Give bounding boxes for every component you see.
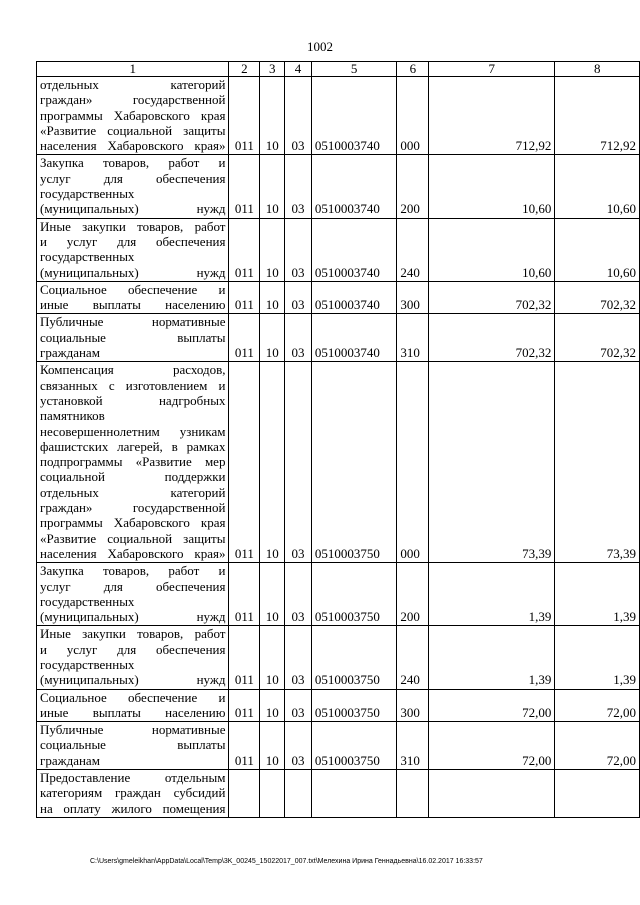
subsection-code-cell: 03	[285, 281, 312, 314]
expense-name-line: памятников	[40, 408, 105, 424]
expense-name-cell	[37, 314, 229, 362]
expense-type-cell: 200	[397, 155, 429, 218]
amount-cell: 10,60	[555, 218, 640, 281]
expense-name-line: Публичные нормативные	[40, 722, 226, 738]
expense-name-line: Закупка товаров, работ и	[40, 155, 226, 171]
expense-name-line: государственных	[40, 186, 135, 202]
section-code-cell: 10	[260, 722, 285, 770]
expense-type-cell: 240	[397, 626, 429, 689]
amount-cell	[429, 770, 555, 818]
target-article-cell: 0510003750	[311, 362, 397, 563]
subsection-code-cell: 03	[285, 626, 312, 689]
table-row	[37, 563, 640, 626]
amount-cell: 702,32	[555, 281, 640, 314]
section-code-cell: 10	[260, 689, 285, 722]
expense-name-cell	[37, 281, 229, 314]
expense-type-cell: 300	[397, 281, 429, 314]
expense-name-cell	[37, 689, 229, 722]
amount-cell	[555, 770, 640, 818]
expense-name-cell	[37, 218, 229, 281]
ministry-code-cell: 011	[229, 362, 260, 563]
expense-name-line: несовершеннолетним узникам	[40, 423, 226, 439]
header-cell: 4	[285, 62, 312, 77]
expense-name-cell	[37, 563, 229, 626]
expense-name-line: услуг для обеспечения	[40, 578, 226, 594]
section-code-cell: 10	[260, 77, 285, 155]
expense-name-line: «Развитие социальной защиты	[40, 530, 226, 546]
expense-name-line: (муниципальных) нужд	[40, 672, 226, 688]
expense-name-line: граждан» государственной	[40, 500, 226, 516]
page-number: 1002	[307, 39, 333, 54]
target-article-cell: 0510003740	[311, 218, 397, 281]
amount-cell: 1,39	[429, 626, 555, 689]
header-row	[37, 62, 640, 77]
amount-cell: 702,32	[429, 281, 555, 314]
expense-name-line: отдельных категорий	[40, 77, 226, 92]
expense-name-line: и услуг для обеспечения	[40, 233, 226, 249]
expense-name-line: установкой надгробных	[40, 392, 226, 408]
expense-name-line: социальной поддержки	[40, 469, 226, 485]
amount-cell: 702,32	[555, 314, 640, 362]
section-code-cell: 10	[260, 563, 285, 626]
expense-name-cell	[37, 77, 229, 155]
table-row	[37, 155, 640, 218]
section-code-cell: 10	[260, 314, 285, 362]
amount-cell: 702,32	[429, 314, 555, 362]
expense-name-line: гражданам	[40, 752, 100, 768]
target-article-cell: 0510003750	[311, 689, 397, 722]
expense-name-cell	[37, 722, 229, 770]
amount-cell: 712,92	[555, 77, 640, 155]
amount-cell: 10,60	[429, 155, 555, 218]
amount-cell: 712,92	[429, 77, 555, 155]
target-article-cell	[311, 770, 397, 818]
section-code-cell: 10	[260, 362, 285, 563]
expense-name-line: иные выплаты населению	[40, 297, 226, 313]
subsection-code-cell: 03	[285, 563, 312, 626]
expense-name-line: категориям граждан субсидий	[40, 785, 226, 801]
expense-type-cell: 240	[397, 218, 429, 281]
expense-name-line: Предоставление отдельным	[40, 770, 226, 786]
expense-type-cell: 300	[397, 689, 429, 722]
expense-name-cell	[37, 770, 229, 818]
subsection-code-cell: 03	[285, 155, 312, 218]
subsection-code-cell: 03	[285, 218, 312, 281]
header-cell: 3	[260, 62, 285, 77]
ministry-code-cell: 011	[229, 563, 260, 626]
amount-cell: 10,60	[555, 155, 640, 218]
expense-name-line: населения Хабаровского края»	[40, 545, 226, 561]
table-row	[37, 218, 640, 281]
expense-type-cell: 000	[397, 77, 429, 155]
amount-cell: 73,39	[555, 362, 640, 563]
expense-type-cell: 310	[397, 314, 429, 362]
expense-name-line: «Развитие социальной защиты	[40, 122, 226, 138]
table-row	[37, 281, 640, 314]
expense-name-line: и услуг для обеспечения	[40, 641, 226, 657]
ministry-code-cell: 011	[229, 722, 260, 770]
expense-name-line: фашистских лагерей, в рамках	[40, 438, 226, 454]
expense-name-line: Закупка товаров, работ и	[40, 563, 226, 579]
subsection-code-cell: 03	[285, 77, 312, 155]
expense-name-line: Социальное обеспечение и	[40, 281, 226, 297]
table-row	[37, 689, 640, 722]
subsection-code-cell: 03	[285, 362, 312, 563]
amount-cell: 1,39	[555, 563, 640, 626]
table-row	[37, 722, 640, 770]
header-cell: 8	[555, 62, 640, 77]
expense-name-line: государственных	[40, 249, 135, 265]
table-row	[37, 362, 640, 563]
ministry-code-cell: 011	[229, 218, 260, 281]
expense-name-line: государственных	[40, 593, 135, 609]
header-cell: 6	[397, 62, 429, 77]
ministry-code-cell: 011	[229, 77, 260, 155]
expense-name-line: социальные выплаты	[40, 329, 226, 345]
expense-name-line: Иные закупки товаров, работ	[40, 218, 226, 234]
amount-cell: 72,00	[555, 689, 640, 722]
expense-name-line: отдельных категорий	[40, 484, 226, 500]
expense-name-line: на оплату жилого помещения	[40, 800, 226, 816]
target-article-cell: 0510003740	[311, 281, 397, 314]
amount-cell: 10,60	[429, 218, 555, 281]
file-path-footer: C:\Users\gmeleikhan\AppData\Local\Temp\3K_00245_15022017_007.txt\Мелехина Ирина Геннадьевна\16.02.2017 16:33:57	[90, 858, 483, 865]
section-code-cell: 10	[260, 155, 285, 218]
expense-name-cell	[37, 626, 229, 689]
section-code-cell	[260, 770, 285, 818]
target-article-cell: 0510003740	[311, 77, 397, 155]
amount-cell: 1,39	[555, 626, 640, 689]
section-code-cell: 10	[260, 281, 285, 314]
table-row	[37, 626, 640, 689]
expense-name-line: (муниципальных) нужд	[40, 201, 226, 217]
amount-cell: 72,00	[429, 722, 555, 770]
expense-name-line: социальные выплаты	[40, 737, 226, 753]
target-article-cell: 0510003750	[311, 626, 397, 689]
expense-name-cell	[37, 362, 229, 563]
ministry-code-cell: 011	[229, 626, 260, 689]
table-row	[37, 770, 640, 818]
expense-name-line: подпрограммы «Развитие мер	[40, 454, 226, 470]
header-cell: 5	[311, 62, 397, 77]
ministry-code-cell: 011	[229, 689, 260, 722]
expense-name-line: гражданам	[40, 345, 100, 361]
subsection-code-cell: 03	[285, 722, 312, 770]
section-code-cell: 10	[260, 218, 285, 281]
target-article-cell: 0510003740	[311, 155, 397, 218]
expense-name-line: Социальное обеспечение и	[40, 689, 226, 705]
expense-name-line: Компенсация расходов,	[40, 362, 226, 378]
header-cell: 2	[229, 62, 260, 77]
subsection-code-cell	[285, 770, 312, 818]
expense-name-line: государственных	[40, 656, 135, 672]
amount-cell: 72,00	[555, 722, 640, 770]
subsection-code-cell: 03	[285, 314, 312, 362]
amount-cell: 1,39	[429, 563, 555, 626]
expense-name-line: программы Хабаровского края	[40, 515, 226, 531]
expense-name-line: граждан» государственной	[40, 92, 226, 108]
amount-cell: 72,00	[429, 689, 555, 722]
expense-name-line: Иные закупки товаров, работ	[40, 626, 226, 642]
expense-name-line: программы Хабаровского края	[40, 107, 226, 123]
budget-table	[36, 61, 640, 818]
expense-name-line: населения Хабаровского края»	[40, 138, 226, 154]
expense-name-line: Публичные нормативные	[40, 314, 226, 330]
section-code-cell: 10	[260, 626, 285, 689]
ministry-code-cell: 011	[229, 155, 260, 218]
expense-name-cell	[37, 155, 229, 218]
expense-name-line: услуг для обеспечения	[40, 170, 226, 186]
header-cell: 7	[429, 62, 555, 77]
target-article-cell: 0510003740	[311, 314, 397, 362]
header-cell: 1	[37, 62, 229, 77]
amount-cell: 73,39	[429, 362, 555, 563]
table-row	[37, 314, 640, 362]
expense-type-cell: 000	[397, 362, 429, 563]
subsection-code-cell: 03	[285, 689, 312, 722]
expense-type-cell	[397, 770, 429, 818]
target-article-cell: 0510003750	[311, 563, 397, 626]
expense-type-cell: 200	[397, 563, 429, 626]
target-article-cell: 0510003750	[311, 722, 397, 770]
expense-name-line: (муниципальных) нужд	[40, 264, 226, 280]
expense-type-cell: 310	[397, 722, 429, 770]
expense-name-line: связанных с изготовлением и	[40, 377, 226, 393]
ministry-code-cell	[229, 770, 260, 818]
expense-name-line: иные выплаты населению	[40, 704, 226, 720]
table-row	[37, 77, 640, 155]
expense-name-line: (муниципальных) нужд	[40, 609, 226, 625]
ministry-code-cell: 011	[229, 314, 260, 362]
ministry-code-cell: 011	[229, 281, 260, 314]
